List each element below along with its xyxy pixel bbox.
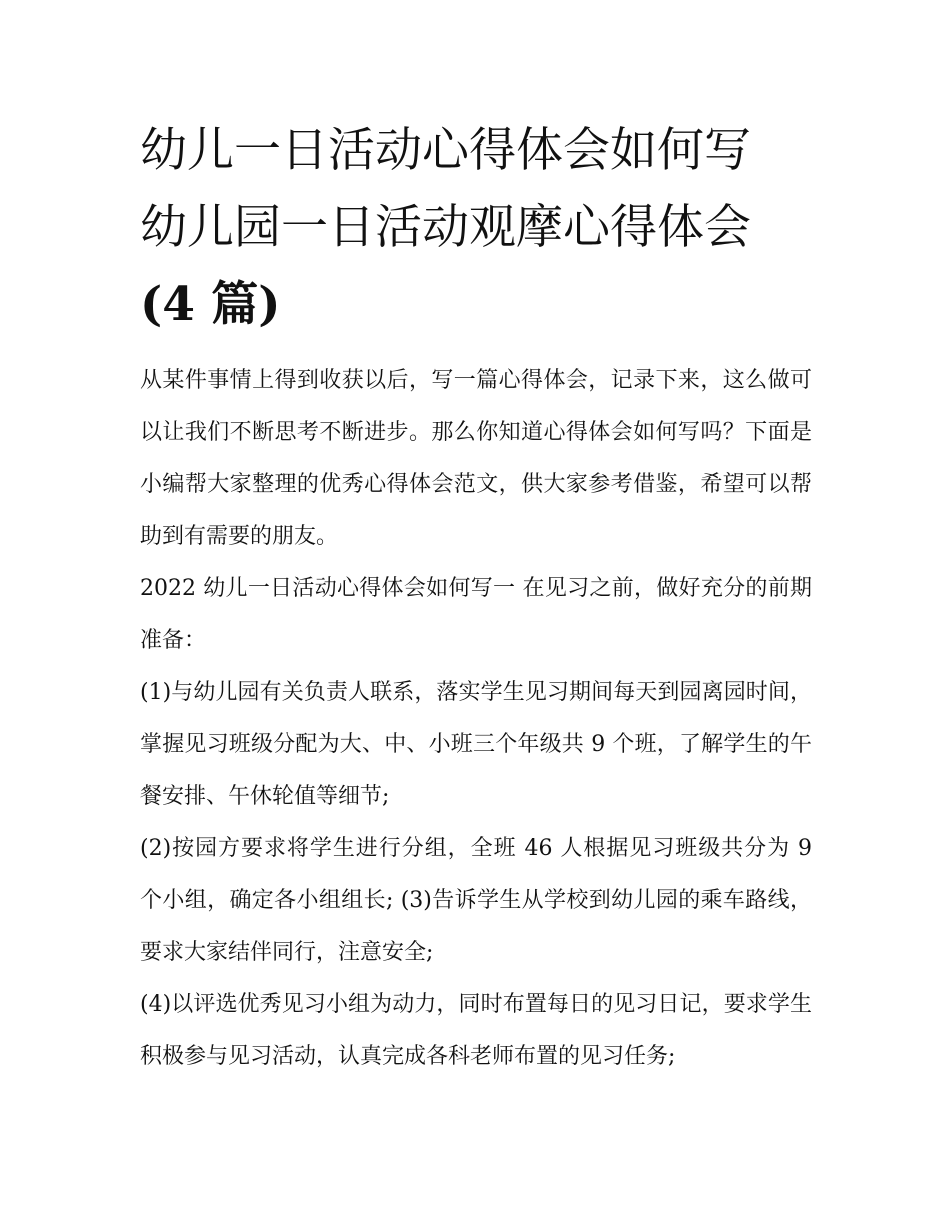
document-title [140, 112, 812, 343]
intro-paragraph: 从某件事情上得到收获以后，写一篇心得体会，记录下来，这么做可以让我们不断思考不断进步。那么你知道心得体会如何写吗？下面是小编帮大家整理的优秀心得体会范文，供大家参考借鉴，希望可以帮助到有需要的朋友。 [140, 368, 812, 549]
list-item-2-3: (2)按园方要求将学生进行分组，全班 46 人根据见习班级共分为 9 个小组，确定各小组组长; (3)告诉学生从学校到幼儿园的乘车路线，要求大家结伴同行，注意安全; [140, 836, 812, 965]
section-heading-paragraph: 2022 幼儿一日活动心得体会如何写一 在见习之前，做好充分的前期准备： [140, 576, 812, 653]
list-item-1: (1)与幼儿园有关负责人联系，落实学生见习期间每天到园离园时间，掌握见习班级分配为大、中、小班三个年级共 9 个班，了解学生的午餐安排、午休轮值等细节; [140, 680, 812, 809]
title-line: 幼儿园一日活动观摩心得体会 [140, 200, 751, 255]
list-item-4: (4)以评选优秀见习小组为动力，同时布置每日的见习日记，要求学生积极参与见习活动，认真完成各科老师布置的见习任务; [140, 992, 812, 1069]
document-page [140, 112, 812, 1083]
title-line: (4 篇) [140, 277, 281, 332]
document-body [140, 355, 812, 1083]
title-line: 幼儿一日活动心得体会如何写 [140, 123, 751, 178]
